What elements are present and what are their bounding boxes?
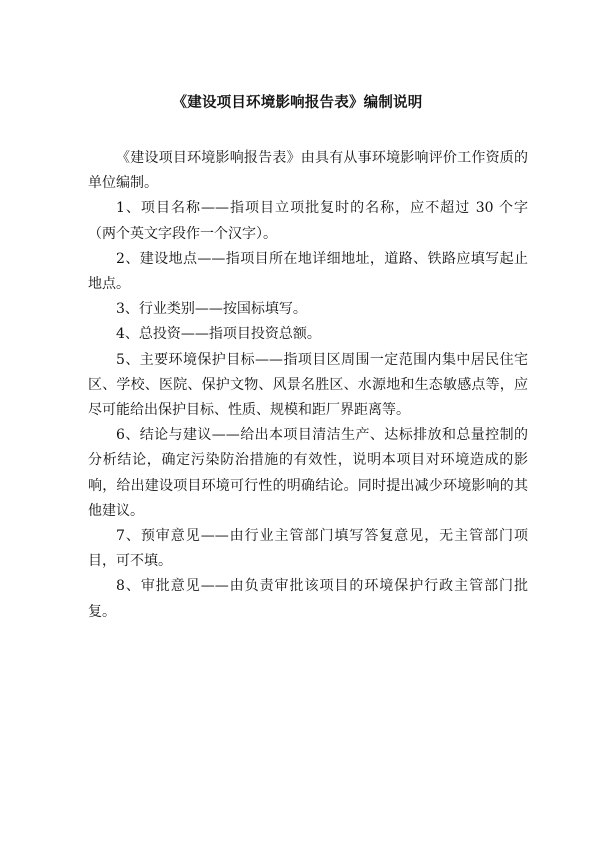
paragraph-total-investment: 4、总投资——指项目投资总额。 [116, 326, 321, 343]
document-title: 《建设项目环境影响报告表》编制说明 [172, 94, 423, 111]
paragraph-intro: 《建设项目环境影响报告表》由具有从事环境影响评价工作资质的单位编制。 [88, 150, 528, 192]
paragraph-project-name: 1、项目名称——指项目立项批复时的名称，应不超过 30 个字（两个英文字段作一个汉字）。 [88, 200, 528, 242]
paragraph-approval: 8、审批意见——由负责审批该项目的环境保护行政主管部门批复。 [88, 578, 528, 620]
paragraph-construction-site: 2、建设地点——指项目所在地详细地址，道路、铁路应填写起止地点。 [88, 250, 528, 293]
document-body [88, 146, 528, 625]
paragraph-conclusions: 6、结论与建议——给出本项目清洁生产、达标排放和总量控制的分析结论，确定污染防治措施的有效性，说明本项目对环境造成的影响，给出建设项目环境可行性的明确结论。同时提出减少环境影响的其他建议。 [88, 427, 528, 519]
paragraph-protection-targets: 5、主要环境保护目标——指项目区周围一定范围内集中居民住宅区、学校、医院、保护文物、风景名胜区、水源地和生态敏感点等，应尽可能给出保护目标、性质、规模和距厂界距离等。 [88, 351, 528, 419]
paragraph-industry-category: 3、行业类别——按国标填写。 [116, 301, 307, 318]
paragraph-pre-review: 7、预审意见——由行业主管部门填写答复意见，无主管部门项目，可不填。 [88, 528, 528, 570]
